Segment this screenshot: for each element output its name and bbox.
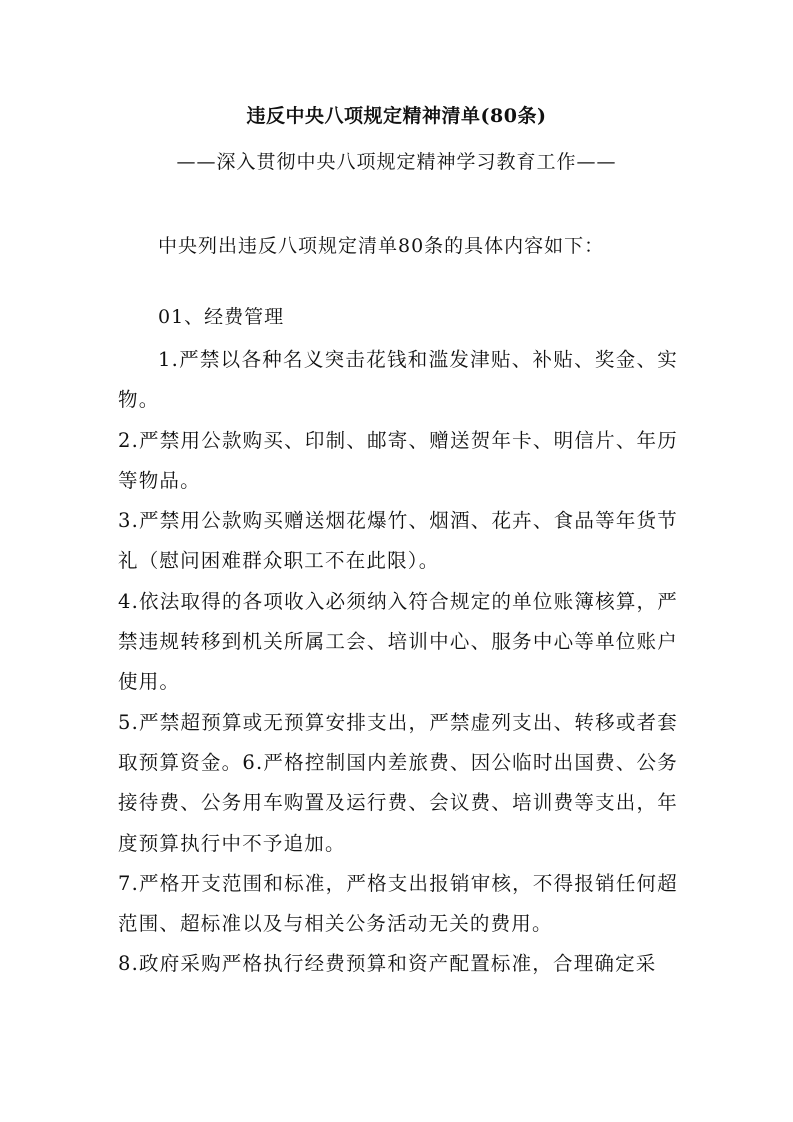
clause-paragraph: 7.严格开支范围和标准，严格支出报销审核，不得报销任何超范围、超标准以及与相关公务活动无关的费用。 [118, 871, 678, 936]
clause-paragraph: 8.政府采购严格执行经费预算和资产配置标准，合理确定采 [118, 952, 657, 976]
clause-paragraph: 2.严禁用公款购买、印制、邮寄、赠送贺年卡、明信片、年历等物品。 [118, 428, 678, 492]
intro-paragraph: 中央列出违反八项规定清单80条的具体内容如下： [158, 235, 605, 257]
clause-paragraph: 1.严禁以各种名义突击花钱和滥发津贴、补贴、奖金、实物。 [118, 348, 678, 412]
document-body [118, 340, 678, 985]
section-heading: 01、经费管理 [158, 306, 285, 328]
clause-paragraph: 4.依法取得的各项收入必须纳入符合规定的单位账簿核算，严禁违规转移到机关所属工会、培训中心、服务中心等单位账户使用。 [118, 589, 678, 694]
clause-paragraph: 5.严禁超预算或无预算安排支出，严禁虚列支出、转移或者套取预算资金。6.严格控制国内差旅费、因公临时出国费、公务接待费、公务用车购置及运行费、会议费、培训费等支出，年度预算执行中不予追加。 [118, 710, 678, 855]
document-subtitle: ——深入贯彻中央八项规定精神学习教育工作—— [176, 151, 617, 173]
clause-paragraph: 3.严禁用公款购买赠送烟花爆竹、烟酒、花卉、食品等年货节礼（慰问困难群众职工不在此限）。 [118, 509, 678, 573]
document-title: 违反中央八项规定精神清单(80条) [246, 105, 547, 127]
